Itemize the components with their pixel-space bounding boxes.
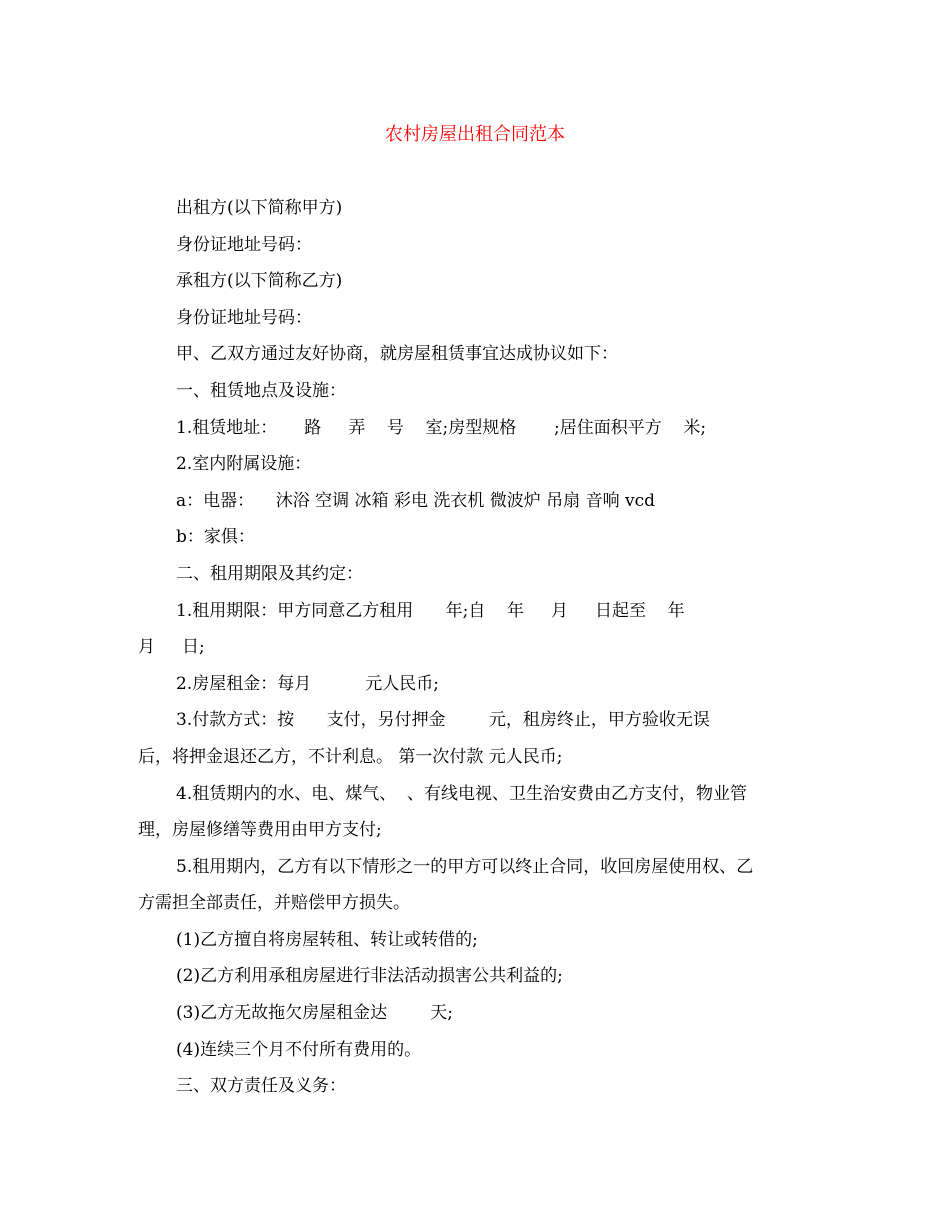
paragraph-line: (4)连续三个月不付所有费用的。 — [176, 1039, 422, 1060]
paragraph-line: (3)乙方无故拖欠房屋租金达 天; — [176, 1003, 454, 1024]
paragraph-line: 1.租赁地址： 路 弄 号 室;房型规格 ;居住面积平方 米; — [176, 417, 707, 438]
paragraph-line: 承租方(以下简称乙方) — [176, 271, 343, 292]
paragraph-line: 月 日; — [138, 637, 205, 658]
paragraph-line: (1)乙方擅自将房屋转租、转让或转借的; — [176, 929, 478, 950]
paragraph-line: 方需担全部责任，并赔偿甲方损失。 — [138, 893, 410, 914]
paragraph-line: a：电器： 沐浴 空调 冰箱 彩电 洗衣机 微波炉 吊扇 音响 vcd — [176, 490, 655, 511]
paragraph-line: 身份证地址号码： — [176, 307, 312, 328]
paragraph-line: 二、租用期限及其约定： — [176, 563, 363, 584]
paragraph-line: 4.租赁期内的水、电、煤气、 、有线电视、卫生治安费由乙方支付，物业管 — [176, 783, 748, 804]
paragraph-line: 2.房屋租金：每月 元人民币; — [176, 673, 439, 694]
paragraph-line: 1.租用期限：甲方同意乙方租用 年;自 年 月 日起至 年 — [176, 600, 685, 621]
paragraph-line: 出租方(以下简称甲方) — [176, 198, 343, 218]
paragraph-line: 2.室内附属设施： — [176, 454, 312, 475]
document-body — [138, 196, 818, 1111]
paragraph-line: 身份证地址号码： — [176, 234, 312, 255]
paragraph-line: (2)乙方利用承租房屋进行非法活动损害公共利益的; — [176, 966, 563, 987]
paragraph-line: 甲、乙双方通过友好协商，就房屋租赁事宜达成协议如下： — [176, 344, 618, 365]
paragraph-line: 5.租用期内，乙方有以下情形之一的甲方可以终止合同，收回房屋使用权、乙 — [176, 856, 754, 877]
paragraph-line: 一、租赁地点及设施： — [176, 380, 346, 401]
paragraph-line: 后，将押金退还乙方，不计利息。 第一次付款 元人民币; — [138, 746, 563, 767]
paragraph-line: 3.付款方式：按 支付，另付押金 元，租房终止，甲方验收无误 — [176, 710, 710, 731]
document-title: 农村房屋出租合同范本 — [385, 124, 565, 145]
paragraph-line: b：家俱： — [176, 527, 255, 548]
paragraph-line: 理，房屋修缮等费用由甲方支付; — [138, 820, 382, 841]
paragraph-line: 三、双方责任及义务： — [176, 1076, 346, 1097]
